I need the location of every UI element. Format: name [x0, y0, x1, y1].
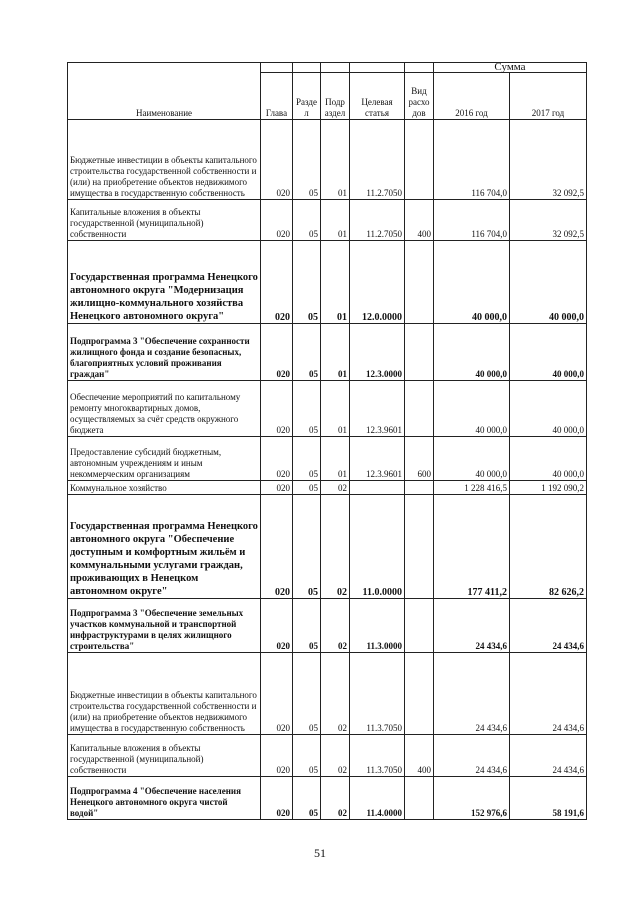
- row-2017: 24 434,6: [510, 735, 587, 777]
- row-2016: 40 000,0: [434, 324, 510, 381]
- row-target: 12.3.0000: [350, 324, 405, 381]
- row-glava: 020: [261, 777, 293, 820]
- row-target: 12.3.9601: [350, 437, 405, 481]
- row-glava: 020: [261, 381, 293, 437]
- row-2016: 24 434,6: [434, 653, 510, 735]
- row-podrazdel: 01: [321, 241, 350, 324]
- table-row: [68, 324, 587, 381]
- row-target: 11.3.0000: [350, 599, 405, 653]
- row-vid: [405, 120, 434, 200]
- row-2016: 40 000,0: [434, 437, 510, 481]
- row-target: 11.3.7050: [350, 735, 405, 777]
- row-target: 11.2.7050: [350, 200, 405, 241]
- row-name: Капитальные вложения в объекты государственной (муниципальной) собственности: [68, 735, 261, 777]
- row-2017: 58 191,6: [510, 777, 587, 820]
- row-podrazdel: 02: [321, 653, 350, 735]
- header-sum: Сумма: [434, 63, 587, 73]
- row-razdel: 05: [293, 777, 321, 820]
- row-podrazdel: 01: [321, 324, 350, 381]
- row-2017: 40 000,0: [510, 381, 587, 437]
- table-row: [68, 241, 587, 324]
- row-name: Подпрограмма 4 "Обеспечение населения Ненецкого автономного округа чистой водой": [68, 777, 261, 820]
- row-razdel: 05: [293, 120, 321, 200]
- page-number: 51: [314, 846, 326, 860]
- row-razdel: 05: [293, 381, 321, 437]
- row-2017: 1 192 090,2: [510, 481, 587, 495]
- row-podrazdel: 02: [321, 481, 350, 495]
- row-2016: 40 000,0: [434, 241, 510, 324]
- row-podrazdel: 01: [321, 381, 350, 437]
- row-2016: 1 228 416,5: [434, 481, 510, 495]
- row-vid: 400: [405, 200, 434, 241]
- table-row: [68, 437, 587, 481]
- row-target: 12.3.9601: [350, 381, 405, 437]
- table-row: [68, 599, 587, 653]
- row-name: Капитальные вложения в объекты государственной (муниципальной) собственности: [68, 200, 261, 241]
- row-razdel: 05: [293, 599, 321, 653]
- header-2016: 2016 год: [434, 73, 510, 120]
- row-glava: 020: [261, 653, 293, 735]
- row-2017: 32 092,5: [510, 120, 587, 200]
- row-glava: 020: [261, 599, 293, 653]
- row-2017: 24 434,6: [510, 599, 587, 653]
- row-target: 11.0.0000: [350, 495, 405, 599]
- row-glava: 020: [261, 495, 293, 599]
- row-target: 11.2.7050: [350, 120, 405, 200]
- row-glava: 020: [261, 437, 293, 481]
- row-podrazdel: 01: [321, 437, 350, 481]
- row-razdel: 05: [293, 241, 321, 324]
- row-vid: 400: [405, 735, 434, 777]
- row-2017: 32 092,5: [510, 200, 587, 241]
- row-name: Государственная программа Ненецкого автономного округа "Обеспечение доступным и комфортным жильём и коммунальными услугами граждан, проживающих в Ненецком автономном округе": [68, 495, 261, 599]
- header-2017: 2017 год: [510, 73, 587, 120]
- row-razdel: 05: [293, 437, 321, 481]
- row-2017: 40 000,0: [510, 241, 587, 324]
- row-podrazdel: 02: [321, 735, 350, 777]
- table-row: [68, 200, 587, 241]
- header-target: Целевая статья: [350, 73, 405, 120]
- row-name: Обеспечение мероприятий по капитальному ремонту многоквартирных домов, осуществляемых за счёт средств окружного бюджета: [68, 381, 261, 437]
- row-2016: 152 976,6: [434, 777, 510, 820]
- row-vid: [405, 381, 434, 437]
- table-row: [68, 381, 587, 437]
- row-vid: [405, 653, 434, 735]
- row-vid: [405, 777, 434, 820]
- header-podrazdel: Подр аздел: [321, 73, 350, 120]
- row-podrazdel: 02: [321, 495, 350, 599]
- row-target: 12.0.0000: [350, 241, 405, 324]
- row-glava: 020: [261, 324, 293, 381]
- row-razdel: 05: [293, 481, 321, 495]
- row-razdel: 05: [293, 653, 321, 735]
- row-name: Предоставление субсидий бюджетным, автономным учреждениям и иным некоммерческим организациям: [68, 437, 261, 481]
- row-name: Бюджетные инвестиции в объекты капитального строительства государственной собственности и (или) на приобретение объектов недвижимого имущества в государственную собственность: [68, 120, 261, 200]
- row-target: 11.3.7050: [350, 653, 405, 735]
- table-row: [68, 735, 587, 777]
- row-2016: 24 434,6: [434, 599, 510, 653]
- row-vid: [405, 241, 434, 324]
- row-target: [350, 481, 405, 495]
- row-2017: 82 626,2: [510, 495, 587, 599]
- row-vid: [405, 481, 434, 495]
- row-name: Государственная программа Ненецкого автономного округа "Модернизация жилищно-коммунального хозяйства Ненецкого автономного округа": [68, 241, 261, 324]
- row-glava: 020: [261, 200, 293, 241]
- table-row: [68, 120, 587, 200]
- row-name: Бюджетные инвестиции в объекты капитального строительства государственной собственности и (или) на приобретение объектов недвижимого имущества в государственную собственность: [68, 653, 261, 735]
- row-vid: [405, 495, 434, 599]
- row-razdel: 05: [293, 495, 321, 599]
- row-2016: 116 704,0: [434, 120, 510, 200]
- row-2017: 40 000,0: [510, 437, 587, 481]
- row-podrazdel: 02: [321, 599, 350, 653]
- row-razdel: 05: [293, 735, 321, 777]
- table-row: [68, 481, 587, 495]
- table-row: [68, 777, 587, 820]
- row-2017: 24 434,6: [510, 653, 587, 735]
- row-podrazdel: 01: [321, 200, 350, 241]
- row-2016: 116 704,0: [434, 200, 510, 241]
- row-glava: 020: [261, 241, 293, 324]
- budget-table: [67, 62, 587, 820]
- row-name: Подпрограмма 3 "Обеспечение земельных участков коммунальной и транспортной инфраструктурами в целях жилищного строительства": [68, 599, 261, 653]
- row-2016: 24 434,6: [434, 735, 510, 777]
- row-podrazdel: 02: [321, 777, 350, 820]
- row-name: Коммунальное хозяйство: [68, 481, 261, 495]
- row-vid: 600: [405, 437, 434, 481]
- table-row: [68, 653, 587, 735]
- row-2016: 177 411,2: [434, 495, 510, 599]
- row-target: 11.4.0000: [350, 777, 405, 820]
- row-name: Подпрограмма 3 "Обеспечение сохранности жилищного фонда и создание безопасных, благоприятных условий проживания граждан": [68, 324, 261, 381]
- row-podrazdel: 01: [321, 120, 350, 200]
- row-vid: [405, 599, 434, 653]
- header-name: Наименование: [68, 63, 261, 120]
- row-vid: [405, 324, 434, 381]
- row-glava: 020: [261, 120, 293, 200]
- row-2017: 40 000,0: [510, 324, 587, 381]
- table-row: [68, 495, 587, 599]
- header-vid: Вид расхо дов: [405, 73, 434, 120]
- row-2016: 40 000,0: [434, 381, 510, 437]
- header-razdel: Разде л: [293, 73, 321, 120]
- row-glava: 020: [261, 735, 293, 777]
- row-glava: 020: [261, 481, 293, 495]
- row-razdel: 05: [293, 200, 321, 241]
- row-razdel: 05: [293, 324, 321, 381]
- header-glava: Глава: [261, 73, 293, 120]
